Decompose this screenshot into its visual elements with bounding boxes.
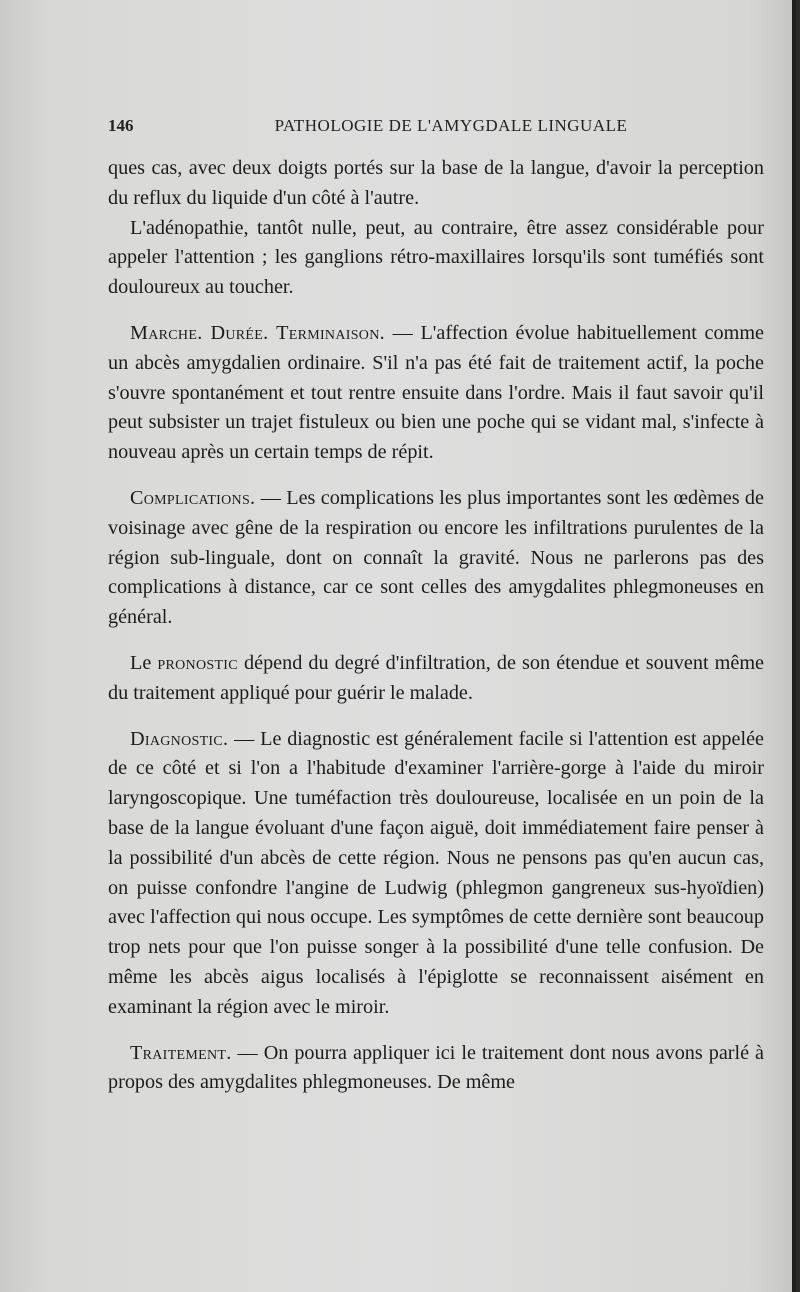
paragraph-text: — L'affection évolue habituellement comme un abcès amygdalien ordinaire. S'il n'a pas été fait de traitement actif, la poche s'ouvre spontanément et tout rentre ensuite dans l'ordre. Mais il faut savoir qu'il peut subsister un trajet fistuleux ou bien une poche qui se vidant mal, s'infecte à nouveau après un certain temps de répit. xyxy=(108,321,764,464)
paragraph-text: — On pourra appliquer ici le traitement dont nous avons parlé à propos des amygdalites phlegmoneuses. De même xyxy=(108,1041,764,1094)
body-text xyxy=(108,154,764,1098)
section-traitement xyxy=(108,1039,764,1099)
paragraph-text: L'adénopathie, tantôt nulle, peut, au contraire, être assez considérable pour appeler l'attention ; les ganglions rétro-maxillaires lorsqu'ils sont tuméfiés sont douloureux au toucher. xyxy=(108,216,764,299)
section-pronostic xyxy=(108,649,764,709)
paragraph-lead: Le xyxy=(130,651,158,674)
section-diagnostic xyxy=(108,725,764,1023)
section-marche xyxy=(108,319,764,468)
section-heading: Marche. Durée. Terminaison. xyxy=(130,321,385,344)
page-number: 146 xyxy=(108,116,134,135)
page-edge xyxy=(792,0,796,1292)
section-heading: Traitement. xyxy=(130,1041,232,1064)
section-heading: pronostic xyxy=(157,651,238,674)
running-title: PATHOLOGIE DE L'AMYGDALE LINGUALE xyxy=(274,116,628,135)
section-heading: Diagnostic. xyxy=(130,727,229,750)
paragraph-continuation xyxy=(108,154,764,214)
paragraph-adenopathie xyxy=(108,214,764,303)
paragraph-text: — Le diagnostic est généralement facile si l'attention est appelée de ce côté et si l'on a l'habitude d'examiner l'arrière-gorge à l'aide du miroir laryngoscopique. Une tuméfaction très douloureuse, localisée en un poin de la base de la langue évoluant d'une façon aiguë, doit immédiatement faire penser à la possibilité d'un abcès de cette région. Nous ne pensons pas qu'en aucun cas, on puisse confondre l'angine de Ludwig (phlegmon gangreneux sus-hyoïdien) avec l'affection qui nous occupe. Les symptômes de cette dernière sont beaucoup trop nets pour que l'on puisse songer à la possibilité d'une telle confusion. De même les abcès aigus localisés à l'épiglotte se reconnaissent aisément en examinant la région avec le miroir. xyxy=(108,727,764,1018)
section-complications xyxy=(108,484,764,633)
section-heading: Complications. xyxy=(130,486,256,509)
paragraph-text: — Les complications les plus importantes sont les œdèmes de voisinage avec gêne de la respiration ou encore les infiltrations purulentes de la région sub-linguale, dont on connaît la gravité. Nous ne parlerons pas des complications à distance, car ce sont celles des amygdalites phlegmoneuses en général. xyxy=(108,486,764,629)
paragraph-text: ques cas, avec deux doigts portés sur la base de la langue, d'avoir la perception du reflux du liquide d'un côté à l'autre. xyxy=(108,157,764,209)
paragraph-text: dépend du degré d'infiltration, de son étendue et souvent même du traitement appliqué pour guérir le malade. xyxy=(108,651,764,704)
page-header xyxy=(108,116,764,144)
